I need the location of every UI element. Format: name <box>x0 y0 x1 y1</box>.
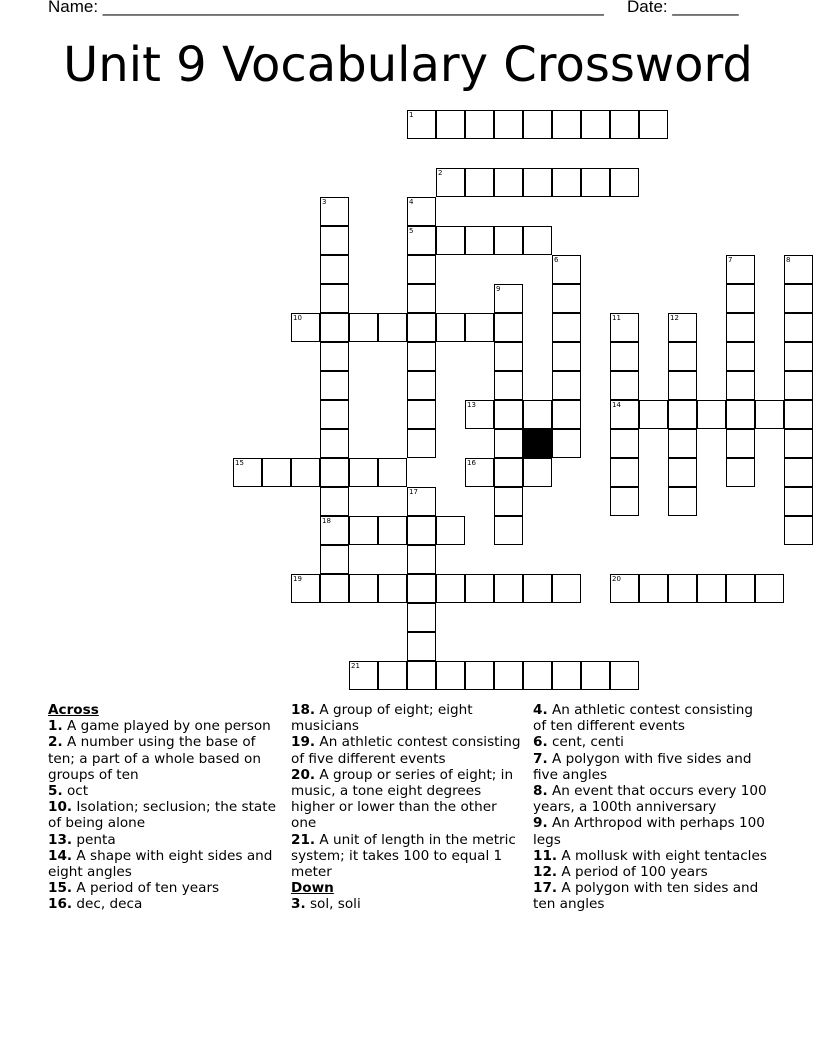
grid-cell[interactable] <box>726 313 755 342</box>
clue-number: 13 <box>467 401 476 409</box>
clue-number: 3 <box>322 198 327 206</box>
date-line: _______ <box>672 0 739 16</box>
across-clue-list-continued <box>291 702 523 880</box>
clue-number: 11 <box>612 314 621 322</box>
grid-cell[interactable] <box>668 342 697 371</box>
grid-cell[interactable] <box>407 255 436 284</box>
grid-cell[interactable] <box>494 516 523 545</box>
clue-number-label: 6. <box>533 734 548 751</box>
clue-item <box>533 702 768 734</box>
clue-text: Isolation; seclusion; the state of being alone <box>48 799 276 832</box>
grid-cell[interactable] <box>349 516 378 545</box>
grid-cell[interactable] <box>320 226 349 255</box>
clue-number-label: 20. <box>291 766 316 783</box>
clue-number-label: 1. <box>48 718 63 735</box>
grid-cell[interactable] <box>320 487 349 516</box>
grid-cell[interactable] <box>407 661 436 690</box>
grid-cell[interactable] <box>552 110 581 139</box>
grid-cell[interactable] <box>436 168 465 197</box>
grid-cell[interactable] <box>610 110 639 139</box>
clue-number: 16 <box>467 459 476 467</box>
grid-cell[interactable] <box>320 574 349 603</box>
clue-text: A group or series of eight; in music, a tone eight degrees higher or lower than the other one <box>291 766 514 832</box>
grid-cell[interactable] <box>552 313 581 342</box>
grid-cell[interactable] <box>668 429 697 458</box>
clue-item <box>48 783 283 799</box>
grid-cell[interactable] <box>494 110 523 139</box>
grid-cell[interactable] <box>610 487 639 516</box>
grid-cell[interactable] <box>784 313 813 342</box>
grid-cell[interactable] <box>407 487 436 516</box>
grid-cell[interactable] <box>523 110 552 139</box>
clue-number-label: 7. <box>533 750 548 767</box>
grid-cell[interactable] <box>668 458 697 487</box>
grid-cell[interactable] <box>494 400 523 429</box>
grid-cell[interactable] <box>610 574 639 603</box>
down-clue-list-continued <box>533 702 768 913</box>
clue-item <box>48 718 283 734</box>
clue-text: oct <box>62 783 89 800</box>
clue-number-label: 10. <box>48 799 73 816</box>
clue-number: 21 <box>351 662 360 670</box>
grid-cell[interactable] <box>465 226 494 255</box>
grid-cell[interactable] <box>494 574 523 603</box>
clue-number-label: 5. <box>48 783 63 800</box>
grid-cell[interactable] <box>407 574 436 603</box>
clue-number-label: 17. <box>533 880 558 897</box>
grid-cell[interactable] <box>465 661 494 690</box>
clue-number-label: 2. <box>48 734 63 751</box>
clue-text: An Arthropod with perhaps 100 legs <box>533 815 765 848</box>
grid-cell[interactable] <box>610 371 639 400</box>
clue-number: 6 <box>554 256 559 264</box>
grid-cell[interactable] <box>552 661 581 690</box>
grid-cell[interactable] <box>755 574 784 603</box>
black-square <box>523 429 552 458</box>
grid-cell[interactable] <box>581 168 610 197</box>
grid-cell[interactable] <box>407 284 436 313</box>
grid-cell[interactable] <box>552 400 581 429</box>
clue-item <box>48 832 283 848</box>
name-line: _____________________________________________________ <box>102 0 604 16</box>
grid-cell[interactable] <box>784 342 813 371</box>
clue-item <box>533 848 768 864</box>
clue-number-label: 16. <box>48 896 73 913</box>
date-label: Date: <box>627 0 673 16</box>
clue-text: A mollusk with eight tentacles <box>557 847 767 864</box>
clue-text: A period of 100 years <box>557 864 708 881</box>
grid-cell[interactable] <box>320 371 349 400</box>
grid-cell[interactable] <box>668 371 697 400</box>
clue-number: 4 <box>409 198 414 206</box>
grid-cell[interactable] <box>436 516 465 545</box>
clue-text: A game played by one person <box>62 718 271 735</box>
clue-number-label: 3. <box>291 896 306 913</box>
grid-cell[interactable] <box>407 226 436 255</box>
clue-number: 5 <box>409 227 414 235</box>
grid-cell[interactable] <box>465 110 494 139</box>
grid-cell[interactable] <box>726 458 755 487</box>
clue-number-label: 12. <box>533 864 558 881</box>
grid-cell[interactable] <box>610 313 639 342</box>
grid-cell[interactable] <box>378 458 407 487</box>
clue-number-label: 15. <box>48 880 73 897</box>
grid-cell[interactable] <box>581 110 610 139</box>
grid-cell[interactable] <box>726 255 755 284</box>
grid-cell[interactable] <box>349 313 378 342</box>
grid-cell[interactable] <box>320 197 349 226</box>
grid-cell[interactable] <box>523 458 552 487</box>
clue-number: 10 <box>293 314 302 322</box>
grid-cell[interactable] <box>494 342 523 371</box>
clue-number: 18 <box>322 517 331 525</box>
clue-number: 20 <box>612 575 621 583</box>
clue-number: 19 <box>293 575 302 583</box>
clue-text: A shape with eight sides and eight angles <box>48 847 273 881</box>
grid-cell[interactable] <box>407 516 436 545</box>
grid-cell[interactable] <box>523 574 552 603</box>
grid-cell[interactable] <box>494 168 523 197</box>
clue-number: 14 <box>612 401 621 409</box>
grid-cell[interactable] <box>610 458 639 487</box>
grid-cell[interactable] <box>552 574 581 603</box>
clue-text: A number using the base of ten; a part of a whole based on groups of ten <box>48 734 261 783</box>
clue-text: A group of eight; eight musicians <box>291 702 473 735</box>
clues-column-2 <box>291 702 523 913</box>
grid-cell[interactable] <box>523 168 552 197</box>
clue-item <box>291 767 523 832</box>
grid-cell[interactable] <box>668 400 697 429</box>
clue-number: 9 <box>496 285 501 293</box>
grid-cell[interactable] <box>320 400 349 429</box>
grid-cell[interactable] <box>726 429 755 458</box>
clue-item <box>291 832 523 881</box>
clue-text: cent, centi <box>547 734 624 751</box>
clue-text: A polygon with five sides and five angles <box>533 750 752 783</box>
grid-cell[interactable] <box>726 284 755 313</box>
grid-cell[interactable] <box>465 168 494 197</box>
clue-number-label: 11. <box>533 847 558 864</box>
clue-number-label: 19. <box>291 734 316 751</box>
page-title: Unit 9 Vocabulary Crossword <box>63 37 753 93</box>
clue-number: 12 <box>670 314 679 322</box>
grid-cell[interactable] <box>407 632 436 661</box>
grid-cell[interactable] <box>784 458 813 487</box>
grid-cell[interactable] <box>465 313 494 342</box>
grid-cell[interactable] <box>436 110 465 139</box>
grid-cell[interactable] <box>523 661 552 690</box>
clue-item <box>48 848 283 880</box>
name-label: Name: <box>48 0 103 16</box>
clue-number: 15 <box>235 459 244 467</box>
grid-cell[interactable] <box>784 371 813 400</box>
clue-number: 7 <box>728 256 733 264</box>
grid-cell[interactable] <box>755 400 784 429</box>
grid-cell[interactable] <box>494 226 523 255</box>
grid-cell[interactable] <box>291 574 320 603</box>
grid-cell[interactable] <box>320 429 349 458</box>
clue-item <box>533 880 768 912</box>
clue-number: 17 <box>409 488 418 496</box>
across-heading: Across <box>48 702 99 718</box>
clue-text: penta <box>72 831 116 848</box>
clue-number-label: 8. <box>533 783 548 800</box>
grid-cell[interactable] <box>610 661 639 690</box>
grid-cell[interactable] <box>784 516 813 545</box>
clue-item <box>48 880 283 896</box>
grid-cell[interactable] <box>697 400 726 429</box>
grid-cell[interactable] <box>407 313 436 342</box>
clue-text: A period of ten years <box>72 880 220 897</box>
grid-cell[interactable] <box>465 400 494 429</box>
grid-cell[interactable] <box>407 197 436 226</box>
grid-cell[interactable] <box>349 661 378 690</box>
grid-cell[interactable] <box>784 400 813 429</box>
grid-cell[interactable] <box>610 342 639 371</box>
grid-cell[interactable] <box>320 342 349 371</box>
grid-cell[interactable] <box>552 371 581 400</box>
grid-cell[interactable] <box>407 400 436 429</box>
grid-cell[interactable] <box>320 255 349 284</box>
grid-cell[interactable] <box>494 313 523 342</box>
grid-cell[interactable] <box>610 429 639 458</box>
grid-cell[interactable] <box>320 313 349 342</box>
grid-cell[interactable] <box>552 429 581 458</box>
grid-cell[interactable] <box>523 226 552 255</box>
grid-cell[interactable] <box>407 371 436 400</box>
grid-cell[interactable] <box>784 429 813 458</box>
clue-text: An athletic contest consisting of ten different events <box>533 702 754 735</box>
grid-cell[interactable] <box>552 284 581 313</box>
grid-cell[interactable] <box>378 313 407 342</box>
clue-number: 8 <box>786 256 791 264</box>
grid-cell[interactable] <box>581 661 610 690</box>
grid-cell[interactable] <box>784 487 813 516</box>
clue-number-label: 18. <box>291 702 316 718</box>
grid-cell[interactable] <box>726 400 755 429</box>
clue-text: sol, soli <box>305 896 361 913</box>
grid-cell[interactable] <box>291 313 320 342</box>
grid-cell[interactable] <box>407 545 436 574</box>
clue-text: dec, deca <box>72 896 143 913</box>
grid-cell[interactable] <box>726 342 755 371</box>
clue-item <box>291 896 523 912</box>
clue-item <box>48 896 283 912</box>
grid-cell[interactable] <box>552 342 581 371</box>
grid-cell[interactable] <box>378 516 407 545</box>
clue-number: 1 <box>409 111 414 119</box>
grid-cell[interactable] <box>639 400 668 429</box>
grid-cell[interactable] <box>320 284 349 313</box>
grid-cell[interactable] <box>639 110 668 139</box>
grid-cell[interactable] <box>407 342 436 371</box>
grid-cell[interactable] <box>291 458 320 487</box>
grid-cell[interactable] <box>436 313 465 342</box>
clue-number-label: 13. <box>48 831 73 848</box>
grid-cell[interactable] <box>407 603 436 632</box>
grid-cell[interactable] <box>407 110 436 139</box>
grid-cell[interactable] <box>552 255 581 284</box>
grid-cell[interactable] <box>668 487 697 516</box>
clue-item <box>533 864 768 880</box>
across-clue-list <box>48 718 283 912</box>
grid-cell[interactable] <box>320 458 349 487</box>
grid-cell[interactable] <box>494 458 523 487</box>
grid-cell[interactable] <box>552 168 581 197</box>
clue-item <box>291 702 523 734</box>
grid-cell[interactable] <box>784 284 813 313</box>
grid-cell[interactable] <box>378 661 407 690</box>
grid-cell[interactable] <box>668 574 697 603</box>
clues-column-1 <box>48 702 283 913</box>
clue-text: A polygon with ten sides and ten angles <box>533 880 759 913</box>
grid-cell[interactable] <box>784 255 813 284</box>
down-heading: Down <box>291 880 334 897</box>
grid-cell[interactable] <box>610 168 639 197</box>
grid-cell[interactable] <box>233 458 262 487</box>
grid-cell[interactable] <box>668 313 697 342</box>
clue-text: An event that occurs every 100 years, a 100th anniversary <box>533 783 767 816</box>
clue-item <box>48 799 283 831</box>
grid-cell[interactable] <box>262 458 291 487</box>
grid-cell[interactable] <box>494 284 523 313</box>
grid-cell[interactable] <box>465 574 494 603</box>
grid-cell[interactable] <box>697 574 726 603</box>
grid-cell[interactable] <box>494 661 523 690</box>
grid-cell[interactable] <box>726 371 755 400</box>
clue-number-label: 9. <box>533 815 548 832</box>
clue-item <box>533 815 768 847</box>
grid-cell[interactable] <box>726 574 755 603</box>
clue-number-label: 21. <box>291 831 316 848</box>
clue-item <box>533 751 768 783</box>
clue-item <box>291 734 523 766</box>
clue-item <box>533 783 768 815</box>
grid-cell[interactable] <box>320 545 349 574</box>
down-clue-list <box>291 896 523 912</box>
grid-cell[interactable] <box>494 429 523 458</box>
clue-number: 2 <box>438 169 443 177</box>
clue-text: An athletic contest consisting of five different events <box>291 734 521 767</box>
clue-text: A unit of length in the metric system; it takes 100 to equal 1 meter <box>291 831 516 881</box>
grid-cell[interactable] <box>494 487 523 516</box>
grid-cell[interactable] <box>407 429 436 458</box>
grid-cell[interactable] <box>436 574 465 603</box>
grid-cell[interactable] <box>320 516 349 545</box>
grid-cell[interactable] <box>436 661 465 690</box>
grid-cell[interactable] <box>639 574 668 603</box>
grid-cell[interactable] <box>349 574 378 603</box>
grid-cell[interactable] <box>523 400 552 429</box>
clue-number-label: 4. <box>533 702 548 718</box>
grid-cell[interactable] <box>494 371 523 400</box>
grid-cell[interactable] <box>465 458 494 487</box>
grid-cell[interactable] <box>378 574 407 603</box>
clues-column-3 <box>533 702 768 913</box>
grid-cell[interactable] <box>610 400 639 429</box>
grid-cell[interactable] <box>349 458 378 487</box>
clue-number-label: 14. <box>48 847 73 864</box>
clue-item <box>533 734 768 750</box>
grid-cell[interactable] <box>436 226 465 255</box>
clue-item <box>48 734 283 783</box>
